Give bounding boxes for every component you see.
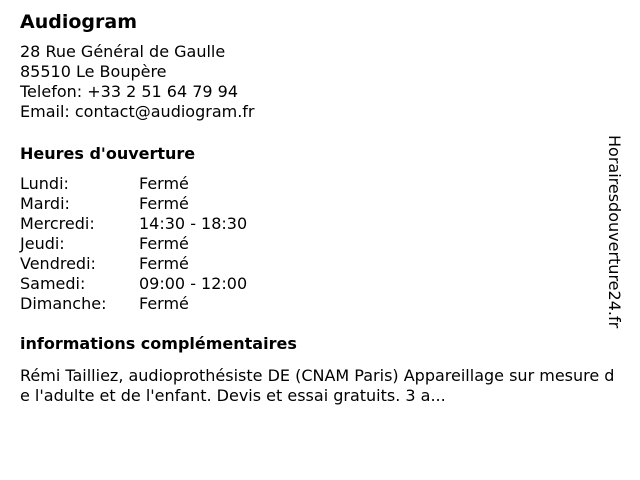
day-label: Vendredi:: [20, 254, 96, 273]
hours-value: Fermé: [139, 254, 189, 273]
business-name: Audiogram: [20, 11, 137, 33]
day-label: Mercredi:: [20, 214, 95, 233]
address-block: [20, 42, 620, 122]
info-heading: informations complémentaires: [20, 334, 297, 353]
hours-value: 09:00 - 12:00: [139, 274, 248, 293]
day-label: Jeudi:: [20, 234, 65, 253]
hours-row-saturday: [20, 274, 620, 294]
day-label: Lundi:: [20, 174, 69, 193]
hours-value: Fermé: [139, 174, 189, 193]
hours-value: Fermé: [139, 294, 189, 313]
postal-city: 85510 Le Boupère: [20, 62, 167, 81]
hours-value: Fermé: [139, 194, 189, 213]
hours-row-thursday: [20, 234, 620, 254]
hours-row-tuesday: [20, 194, 620, 214]
hours-heading: Heures d'ouverture: [20, 144, 196, 163]
hours-row-wednesday: [20, 214, 620, 234]
hours-value: 14:30 - 18:30: [139, 214, 248, 233]
day-label: Mardi:: [20, 194, 70, 213]
hours-row-monday: [20, 174, 620, 194]
hours-row-sunday: [20, 294, 620, 314]
day-label: Dimanche:: [20, 294, 107, 313]
hours-row-friday: [20, 254, 620, 274]
info-description: Rémi Tailliez, audioprothésiste DE (CNAM Paris) Appareillage sur mesure de l'adulte et de l'enfant. Devis et essai gratuits. 3 a...: [20, 366, 615, 405]
day-label: Samedi:: [20, 274, 86, 293]
hours-value: Fermé: [139, 234, 189, 253]
hours-table: [20, 174, 620, 314]
street-address: 28 Rue Général de Gaulle: [20, 42, 226, 61]
site-watermark: Horairesdouverture24.fr: [605, 135, 624, 329]
business-card: [20, 10, 620, 406]
phone-line: Telefon: +33 2 51 64 79 94: [20, 82, 239, 101]
email-line: Email: contact@audiogram.fr: [20, 102, 255, 121]
